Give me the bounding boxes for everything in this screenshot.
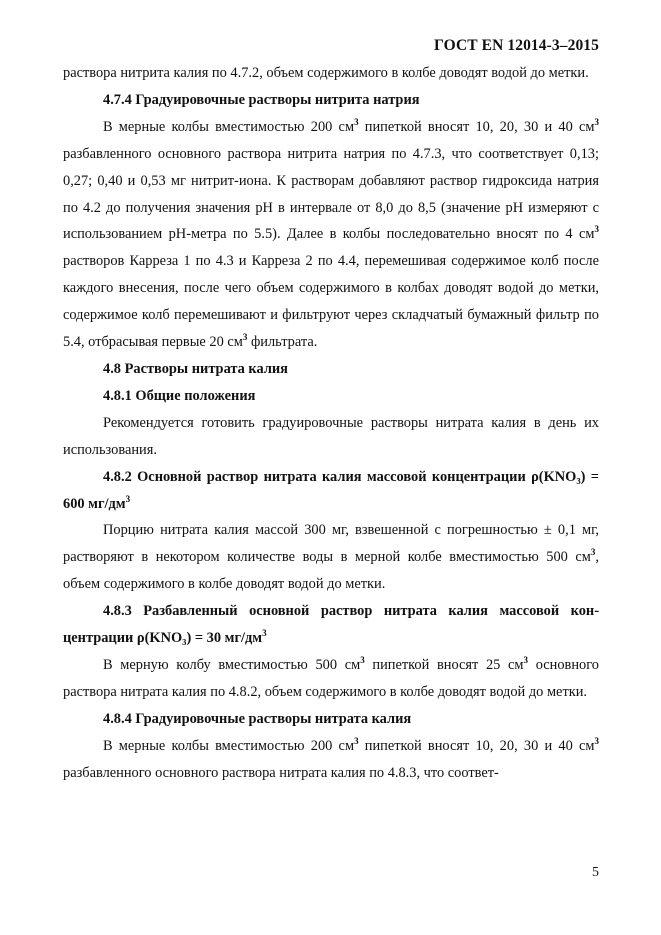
body-text (63, 60, 599, 786)
section-heading-4-8-1: 4.8.1 Общие положения (103, 387, 256, 404)
section-heading-4-7-4: 4.7.4 Градуировочные растворы нитрита натрия (103, 91, 420, 108)
section-heading-4-8-4: 4.8.4 Градуировочные растворы нитрата калия (103, 710, 412, 727)
paragraph-continuation: раствора нитрита калия по 4.7.2, объем содержимого в колбе доводят водой до метки. (63, 65, 589, 81)
standard-code-header: ГОСТ EN 12014-3–2015 (434, 37, 599, 54)
paragraph-general: Рекомендуется готовить градуировочные растворы нитрата калия в день их использования. (63, 414, 599, 458)
paragraph-nitrite-calibration: В мерные колбы вместимостью 200 $см^3$ пипеткой вносят 10, 20, 30 и 40 $см^3$ разбавленного основного раствора нитрита натрия по 4.7.3, что соответствует 0,13; 0,27; 0,40 и 0,53 мг нитрит-иона. К растворам добавляют раствор гидроксида натрия по 4.2 до получения значения pH в интервале от 8,0 до 8,5 (значение pH измеряют с использованием pH-метра по 5.5). Далее в колбы последовательно вносят по 4 $см^3$ растворов Карреза 1 по 4.3 и Карреза 2 по 4.4, перемешивая содержимое колб после каждого внесения, после чего объем содержимого в колбах доводят водой до метки, содержимое колб перемешивают и фильтруют через складчатый бумажный фильтр по 5.4, отбрасывая первые 20 $см^3$ фильтрата. (63, 116, 599, 351)
paragraph-stock-solution: Порцию нитрата калия массой 300 мг, взвешенной с погрешностью ± 0,1 мг, растворяют в некотором количестве воды в мерной колбе вместимостью 500 $см^3$, объем содержимого в колбе доводят водой до метки. (63, 522, 599, 593)
section-heading-4-8: 4.8 Растворы нитрата калия (103, 360, 288, 377)
section-heading-4-8-3: 4.8.3 Разбавленный основной раствор нитрата калия массовой концентрации ρ(KNO₃) = 30 $мг/дм^3$ (63, 603, 599, 647)
paragraph-diluted-solution: В мерную колбу вместимостью 500 $см^3$ пипеткой вносят 25 $см^3$ основного раствора нитрата калия по 4.8.2, объем содержимого в колбе доводят водой до метки. (63, 654, 599, 700)
page-number: 5 (592, 865, 599, 880)
section-heading-4-8-2: 4.8.2 Основной раствор нитрата калия массовой концентрации ρ(KNO₃) = 600 $мг/дм^3$ (63, 468, 599, 512)
paragraph-nitrate-calibration: В мерные колбы вместимостью 200 $см^3$ пипеткой вносят 10, 20, 30 и 40 $см^3$ разбавленного основного раствора нитрата калия по 4.8.3, что соответ- (63, 735, 599, 781)
